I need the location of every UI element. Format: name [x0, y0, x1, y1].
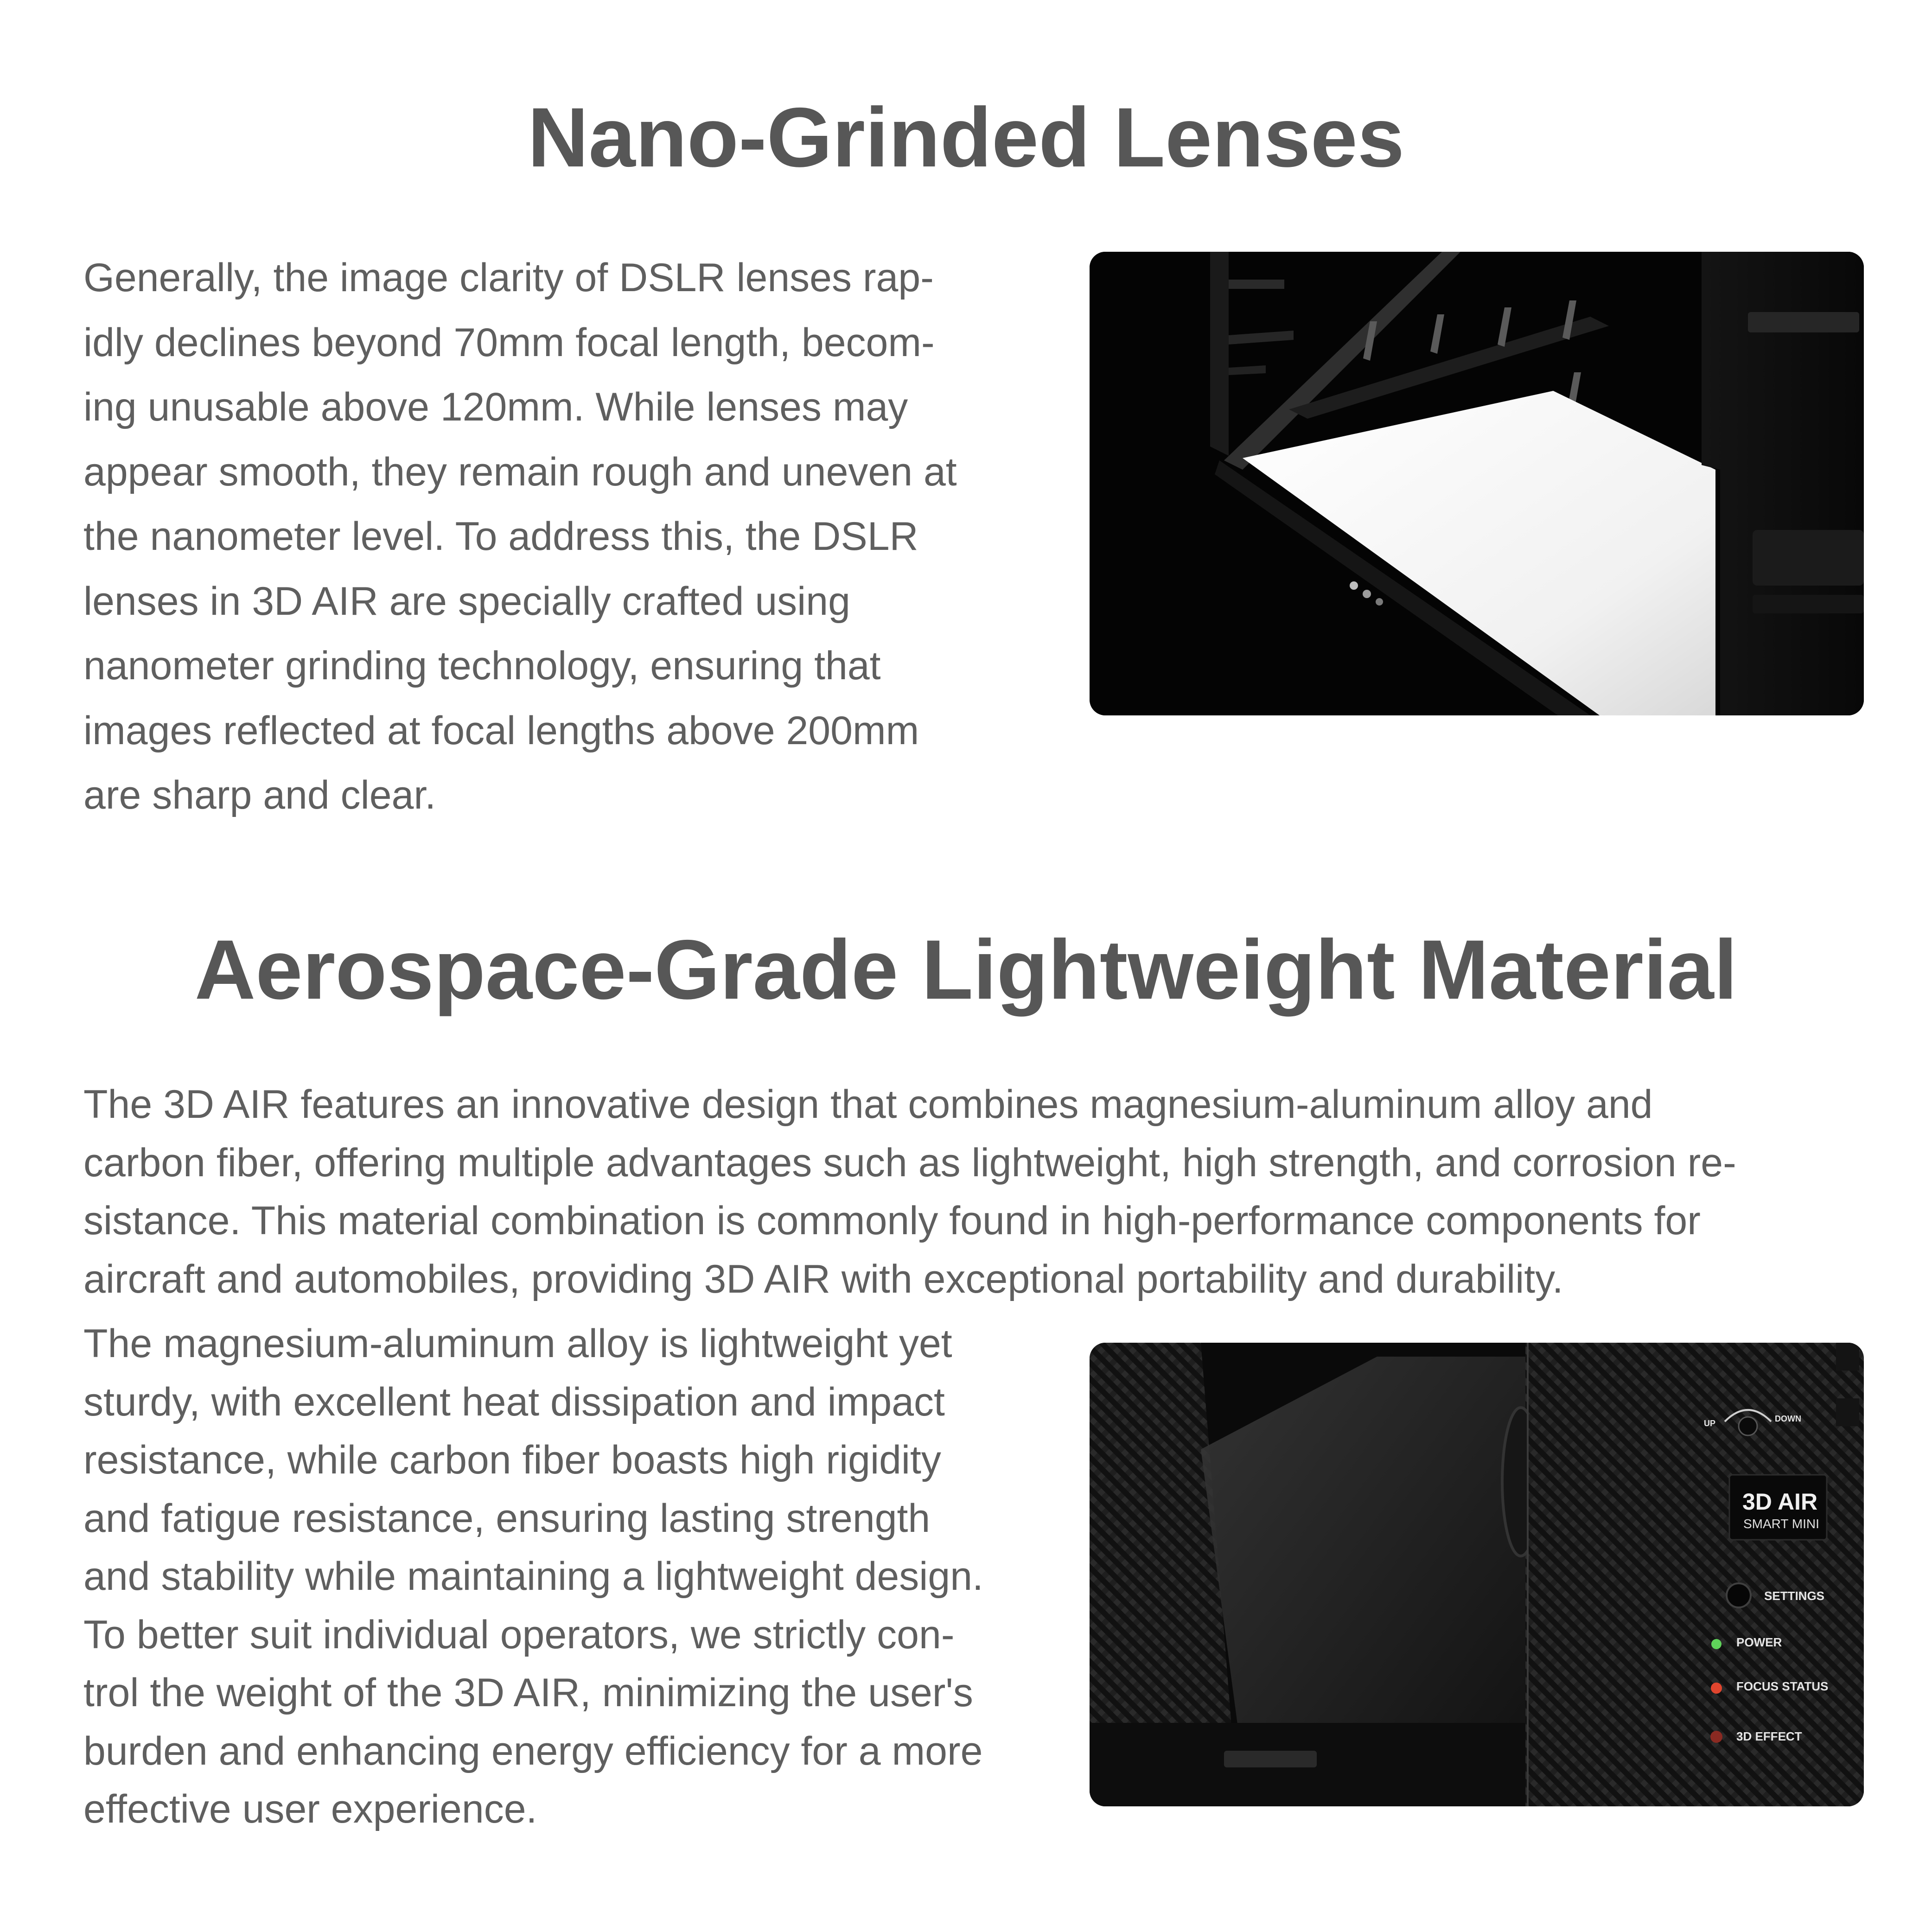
brand-logo-text: 3D AIR	[1742, 1489, 1818, 1515]
section-heading-lenses: Nano-Grinded Lenses	[527, 90, 1405, 185]
power-label: POWER	[1736, 1635, 1782, 1649]
carbon-fiber-product-photo	[1090, 1343, 1864, 1806]
settings-label: SETTINGS	[1764, 1589, 1825, 1603]
effect-label: 3D EFFECT	[1736, 1729, 1802, 1743]
section-heading-material: Aerospace-Grade Lightweight Material	[194, 922, 1738, 1017]
focus-status-label: FOCUS STATUS	[1736, 1679, 1829, 1693]
device-lens-photo-icon	[1090, 252, 1864, 715]
lens-product-photo	[1090, 252, 1864, 715]
up-label: UP	[1704, 1419, 1716, 1428]
lenses-description: Generally, the image clarity of DSLR lenses rap- idly declines beyond 70mm focal length, becom- ing unusable above 120mm. While lenses may appear smooth, they remain rough and uneven at the nanometer level. To address this, the DSLR lenses in 3D AIR are specially crafted using nanometer grinding technology, ensuring that images reflected at focal lengths above 200mm are sharp and clear.	[83, 255, 957, 817]
down-label: DOWN	[1775, 1414, 1801, 1423]
material-intro: The 3D AIR features an innovative design that combines magnesium-aluminum alloy and carbon fiber, offering multiple advantages such as lightweight, high strength, and corrosion re- sistance. This material combination is commonly found in high-performance components for aircraft and automobiles, providing 3D AIR with exceptional portability and durability.	[83, 1082, 1736, 1301]
effect-led-icon	[1710, 1731, 1722, 1743]
carbon-fiber-device-photo-icon	[1090, 1343, 1864, 1806]
model-logo-text: SMART MINI	[1743, 1517, 1819, 1531]
focus-led-icon	[1711, 1683, 1722, 1694]
material-description: The magnesium-aluminum alloy is lightweight yet sturdy, with excellent heat dissipation and impact resistance, while carbon fiber boasts high rigidity and fatigue resistance, ensuring lasting strength and stability while maintaining a lightweight design. To better suit individual operators, we strictly con- trol the weight of the 3D AIR, minimizing the user's burden and enhancing energy efficiency for a more effective user experience.	[83, 1321, 983, 1831]
power-led-icon	[1711, 1639, 1722, 1649]
